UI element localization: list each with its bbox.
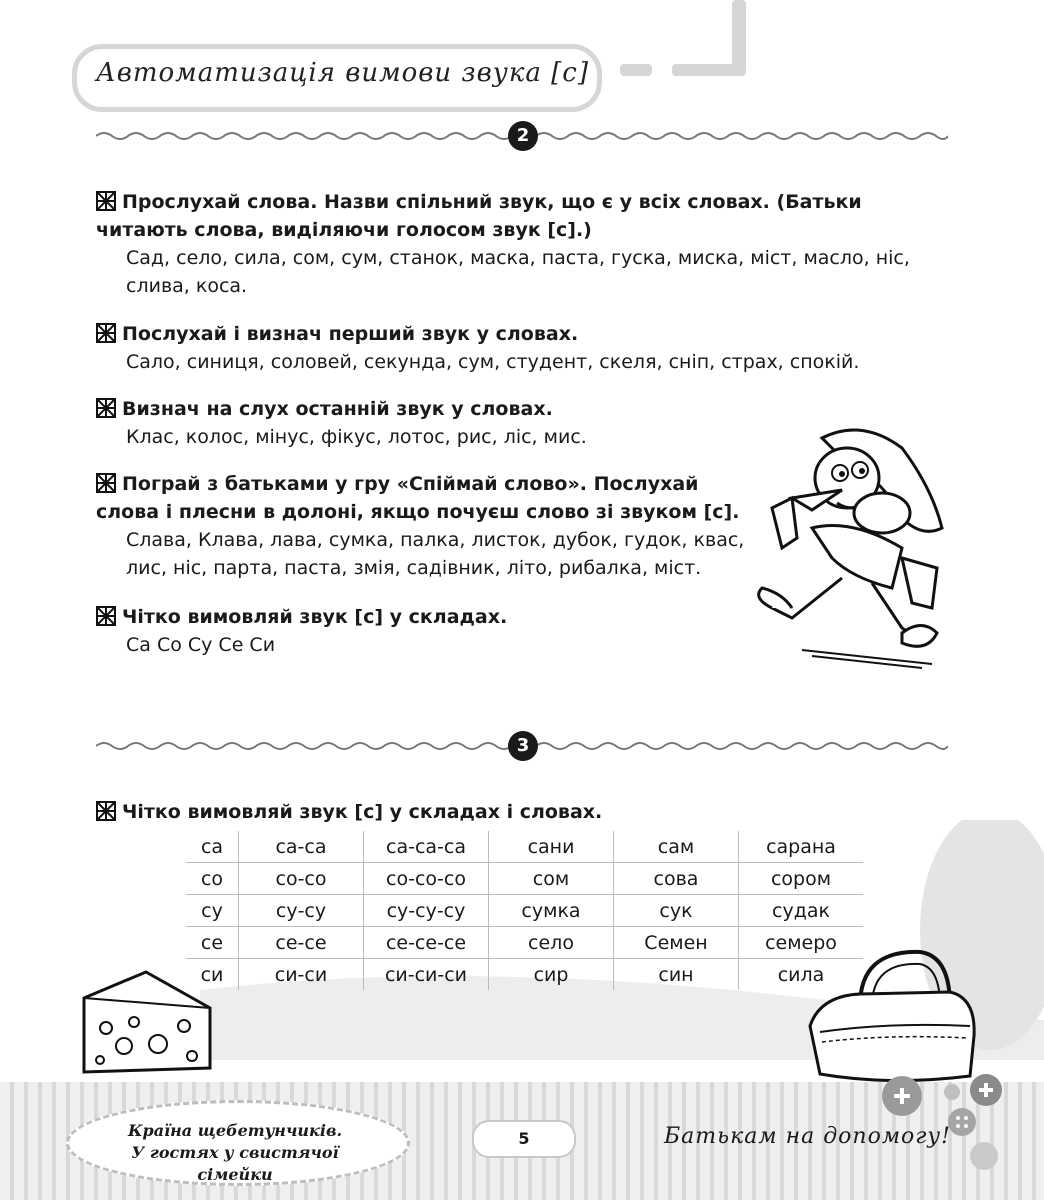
section-number: 3 (508, 731, 538, 761)
task-instruction-text: Прослухай слова. Назви спільний звук, що є у всіх словах. (Батьки читають слова, виділяючи голосом звук [с].) (96, 191, 862, 241)
table-cell: семеро (739, 927, 864, 959)
task-instruction (96, 798, 796, 826)
table-cell: сом (489, 863, 614, 895)
page-title: Автоматизація вимови звука [с] (96, 58, 589, 88)
table-cell: судак (739, 895, 864, 927)
book-title-line: У гостях у свистячої сімейки (131, 1143, 339, 1184)
table-cell: сарана (739, 831, 864, 863)
task-instruction (96, 470, 766, 526)
table-cell: сук (614, 895, 739, 927)
cheese-illustration (76, 968, 216, 1080)
table-cell: се (186, 927, 239, 959)
table-cell: сам (614, 831, 739, 863)
series-title: Батькам на допомогу! (664, 1124, 952, 1149)
decorative-bar (732, 0, 746, 70)
task-instruction-text: Пограй з батьками у гру «Спіймай слово». Послухай слова і плесни в долоні, якщо почуєш слово зі звуком [с]. (96, 473, 740, 523)
table-cell: са-са (239, 831, 364, 863)
table-cell: си-си (239, 959, 364, 991)
task-words: Сало, синиця, соловей, секунда, сум, студент, скеля, сніп, страх, спокій. (126, 351, 860, 373)
task-instruction (96, 320, 956, 348)
table-cell: сани (489, 831, 614, 863)
table-cell: су (186, 895, 239, 927)
book-title (110, 1120, 360, 1186)
task-marker-icon (96, 398, 116, 418)
table-cell: са-са-са (364, 831, 489, 863)
task-marker-icon (96, 801, 116, 821)
table-cell: сила (777, 963, 825, 986)
table-cell: си (186, 959, 239, 991)
table-cell: син (614, 959, 739, 991)
table-cell: се-се-се (364, 927, 489, 959)
task-instruction (96, 395, 716, 423)
task-instruction-text: Послухай і визнач перший звук у словах. (122, 323, 579, 345)
decorative-bar (672, 64, 746, 76)
table-row (186, 831, 863, 863)
task-words: Сад, село, сила, сом, сум, станок, маска, паста, гуска, миска, міст, масло, ніс, слива, коса. (126, 247, 910, 297)
task-marker-icon (96, 323, 116, 343)
book-title-line: Країна щебетунчиків. (127, 1121, 343, 1140)
task-words: Са Со Су Се Си (126, 634, 276, 656)
task-marker-icon (96, 473, 116, 493)
table-cell: се-се (239, 927, 364, 959)
task-3 (96, 395, 716, 451)
task-instruction-text: Чітко вимовляй звук [с] у складах і словах. (122, 801, 603, 823)
table-cell: су-су-су (364, 895, 489, 927)
table-cell: сова (614, 863, 739, 895)
task-5 (96, 603, 716, 659)
task-words: Клас, колос, мінус, фікус, лотос, рис, ліс, мис. (126, 426, 587, 448)
task-4 (96, 470, 766, 582)
task-instruction (96, 188, 956, 244)
task-marker-icon (96, 606, 116, 626)
table-cell: су-су (239, 895, 364, 927)
task-instruction (96, 603, 716, 631)
table-cell: си-си-си (364, 959, 489, 991)
table-row (186, 959, 863, 991)
table-cell: со (186, 863, 239, 895)
task-instruction-text: Чітко вимовляй звук [с] у складах. (122, 606, 508, 628)
table-row (186, 927, 863, 959)
table-cell: село (489, 927, 614, 959)
table-row (186, 895, 863, 927)
decorative-bar (620, 64, 652, 76)
table-cell: сир (489, 959, 614, 991)
task-marker-icon (96, 191, 116, 211)
section-number: 2 (508, 121, 538, 151)
table-cell: сумка (489, 895, 614, 927)
task-instruction-text: Визнач на слух останній звук у словах. (122, 398, 553, 420)
page-number: 5 (472, 1120, 576, 1158)
running-girl-illustration (752, 418, 952, 678)
task-words: Слава, Клава, лава, сумка, палка, листок, дубок, гудок, квас, лис, ніс, парта, паста, змія, садівник, літо, рибалка, міст. (126, 529, 745, 579)
table-cell: са (186, 831, 239, 863)
syllable-table (186, 831, 863, 990)
table-cell: со-со (239, 863, 364, 895)
task-1 (96, 188, 956, 300)
bag-illustration (800, 946, 980, 1086)
buttons-decoration (880, 1070, 1030, 1180)
table-cell: со-со-со (364, 863, 489, 895)
table-cell: сором (739, 863, 864, 895)
table-cell: Семен (614, 927, 739, 959)
section3-task (96, 798, 796, 826)
task-2 (96, 320, 956, 376)
table-row (186, 863, 863, 895)
